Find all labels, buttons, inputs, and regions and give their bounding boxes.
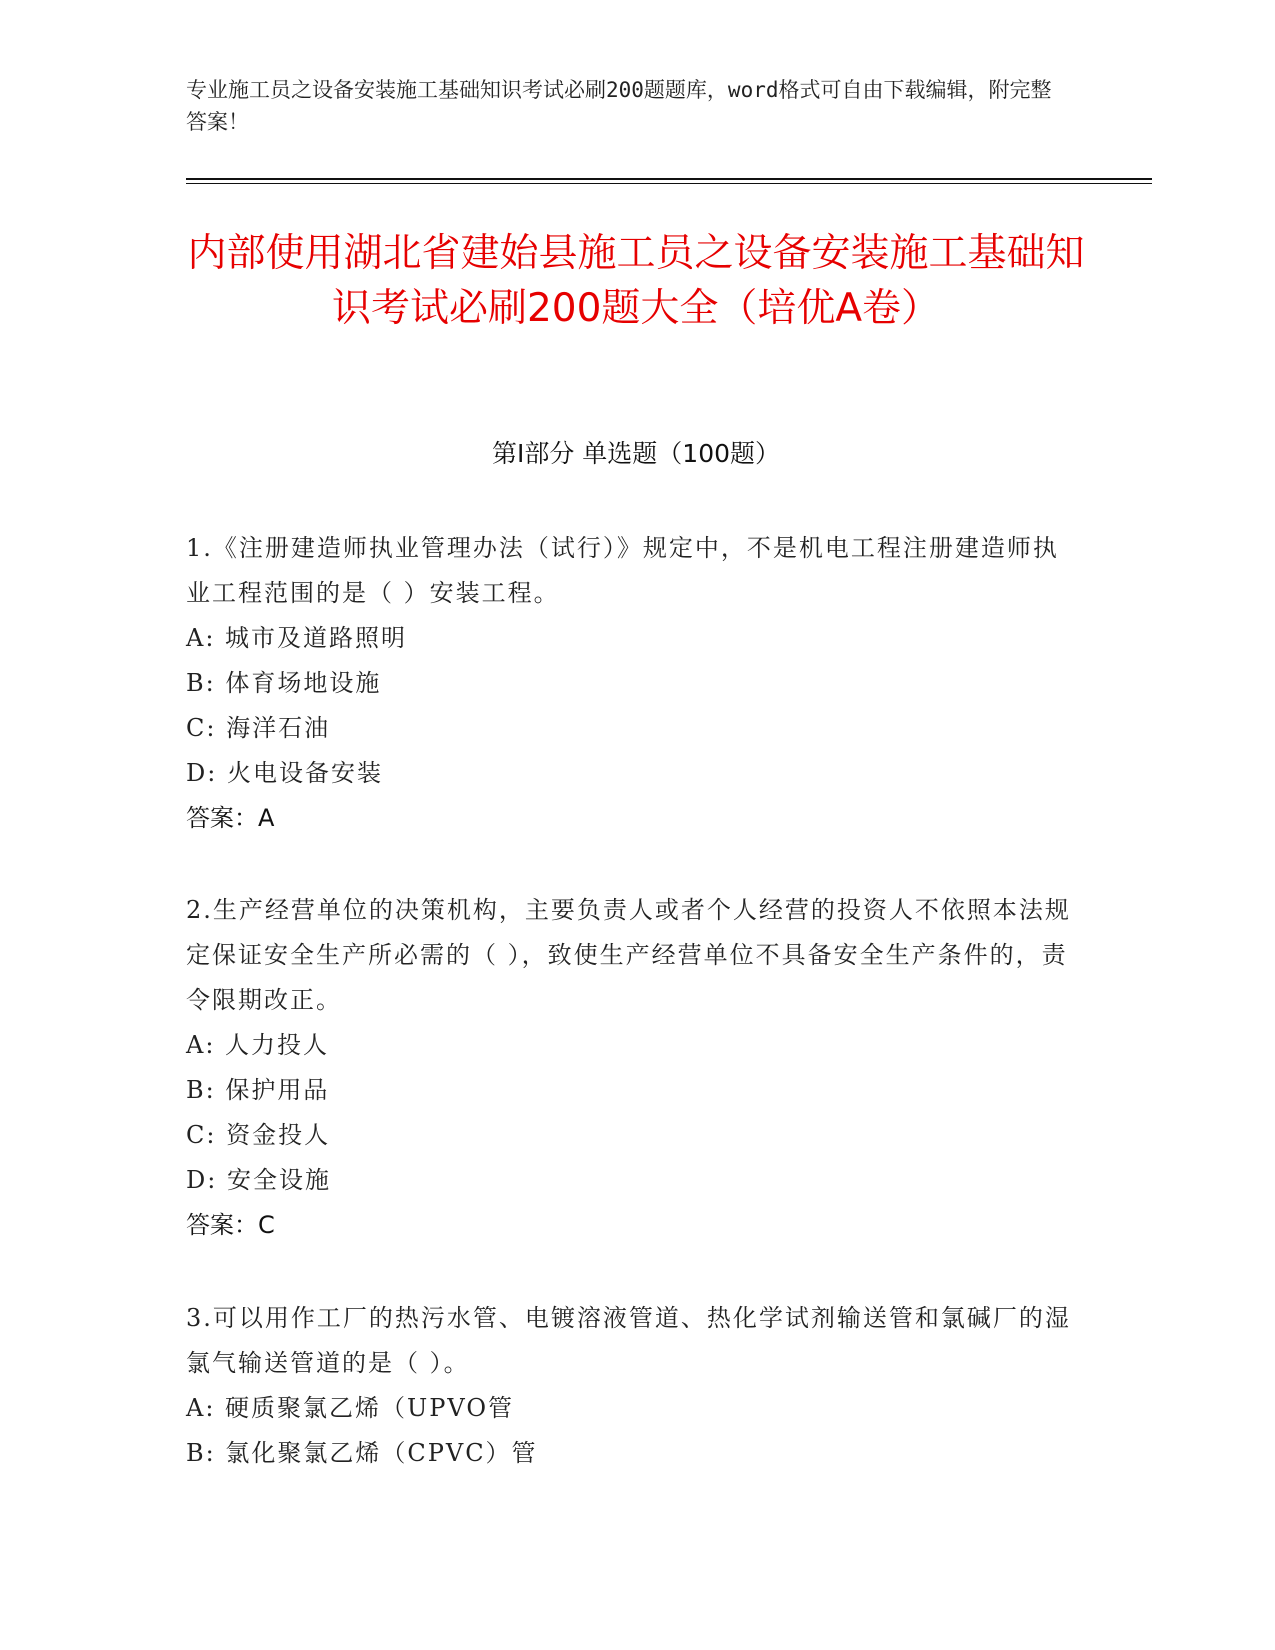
option-c: C: 海洋石油 xyxy=(186,714,331,742)
option-a: A: 城市及道路照明 xyxy=(186,624,408,652)
header-divider-thick xyxy=(186,178,1152,180)
header-divider-thin xyxy=(186,183,1152,184)
question-3 xyxy=(186,1296,1076,1476)
option-b: B: 保护用品 xyxy=(186,1076,330,1104)
question-2 xyxy=(186,888,1076,1248)
option-b: B: 氯化聚氯乙烯（CPVC）管 xyxy=(186,1439,538,1467)
option-c: C: 资金投人 xyxy=(186,1121,331,1149)
question-stem: 3.可以用作工厂的热污水管、电镀溶液管道、热化学试剂输送管和氯碱厂的湿氯气输送管道的是（ ）。 xyxy=(186,1304,1071,1377)
question-stem: 1.《注册建造师执业管理办法（试行）》规定中，不是机电工程注册建造师执业工程范围的是（ ）安装工程。 xyxy=(186,534,1059,607)
header-note: 专业施工员之设备安装施工基础知识考试必刷200题题库，word格式可自由下载编辑，附完整答案！ xyxy=(186,78,1052,134)
question-1 xyxy=(186,526,1076,841)
document-title: 内部使用湖北省建始县施工员之设备安装施工基础知识考试必刷200题大全（培优A卷） xyxy=(187,231,1085,331)
option-a: A: 硬质聚氯乙烯（UPVO管 xyxy=(186,1394,515,1422)
answer: 答案：A xyxy=(186,804,275,832)
section-title: 第Ⅰ部分 单选题（100题） xyxy=(491,439,781,468)
question-stem: 2.生产经营单位的决策机构，主要负责人或者个人经营的投资人不依照本法规定保证安全生产所必需的（ ），致使生产经营单位不具备安全生产条件的，责令限期改正。 xyxy=(186,896,1071,1014)
option-d: D: 火电设备安装 xyxy=(186,759,383,787)
option-d: D: 安全设施 xyxy=(186,1166,331,1194)
option-a: A: 人力投人 xyxy=(186,1031,330,1059)
answer: 答案：C xyxy=(186,1211,275,1239)
option-b: B: 体育场地设施 xyxy=(186,669,382,697)
